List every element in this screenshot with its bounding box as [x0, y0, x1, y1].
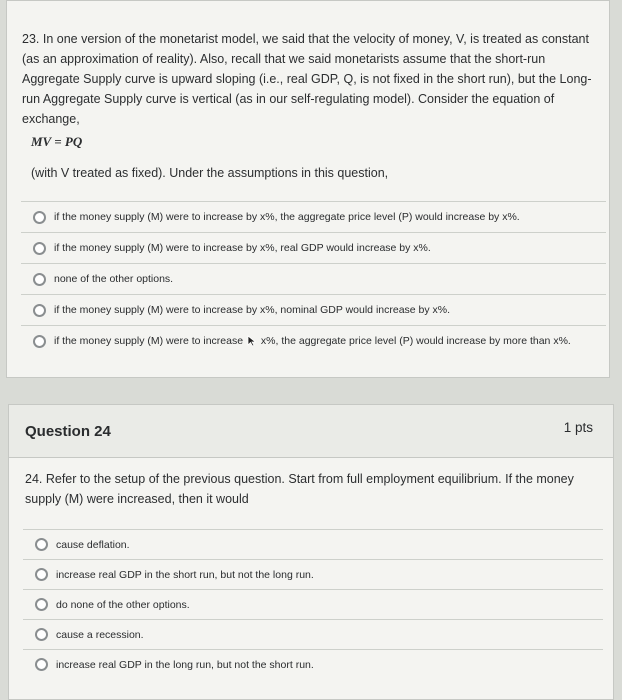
answer-option[interactable]: [21, 263, 606, 294]
answer-option-label: if the money supply (M) were to increase by x%, real GDP would increase by x%.: [54, 242, 431, 254]
equation-of-exchange: MV = PQ: [31, 134, 83, 149]
question-24-options: [23, 529, 603, 679]
answer-option-label: cause a recession.: [56, 628, 144, 641]
radio-button[interactable]: [33, 335, 46, 348]
answer-option-label: none of the other options.: [54, 273, 174, 285]
radio-button[interactable]: [33, 242, 46, 255]
answer-option-label: if the money supply (M) were to increase by x%, the aggregate price level (P) would increase by x%.: [54, 211, 520, 223]
question-23-options: [21, 201, 606, 356]
answer-option-text-start: if the money supply (M) were to increase: [54, 334, 246, 347]
answer-option[interactable]: [23, 559, 603, 589]
radio-button[interactable]: [33, 273, 46, 286]
radio-button[interactable]: [35, 658, 48, 671]
radio-button[interactable]: [33, 304, 46, 317]
answer-option-label: increase real GDP in the short run, but not the long run.: [56, 568, 314, 581]
answer-option[interactable]: [23, 649, 603, 679]
question-points: 1 pts: [563, 420, 593, 435]
question-23-text: 23. In one version of the monetarist model, we said that the velocity of money, V, is treated as constant (as an approximation of reality). Also, recall that we said monetarists assume that the short-run Aggregate Supply curve is upward sloping (i.e., real GDP, Q, is not fixed in the short run), but the Long-run Aggregate Supply curve is vertical (as in our self-regulating model). Consider the equation of exchange,: [22, 32, 592, 126]
radio-button[interactable]: [33, 211, 46, 224]
answer-option-text-end: x%, the aggregate price level (P) would increase by more than x%.: [258, 334, 571, 347]
answer-option[interactable]: [21, 201, 606, 232]
mouse-pointer-icon: [247, 335, 257, 347]
question-23-assumption: (with V treated as fixed). Under the assumptions in this question,: [31, 166, 389, 180]
radio-button[interactable]: [35, 568, 48, 581]
question-24-card: [8, 404, 614, 700]
answer-option[interactable]: [23, 619, 603, 649]
question-23-card: [6, 0, 610, 378]
answer-option[interactable]: [23, 529, 603, 559]
answer-option[interactable]: [23, 589, 603, 619]
answer-option-label: [54, 335, 571, 347]
answer-option-label: cause deflation.: [56, 538, 130, 551]
answer-option-label: increase real GDP in the long run, but not the short run.: [56, 658, 314, 671]
question-title: Question 24: [25, 423, 111, 440]
question-24-text: 24. Refer to the setup of the previous question. Start from full employment equilibrium. If the money supply (M) were increased, then it would: [25, 472, 574, 506]
answer-option[interactable]: [21, 232, 606, 263]
answer-option[interactable]: [21, 325, 606, 356]
radio-button[interactable]: [35, 628, 48, 641]
question-24-header: [9, 405, 613, 458]
radio-button[interactable]: [35, 598, 48, 611]
answer-option[interactable]: [21, 294, 606, 325]
answer-option-label: if the money supply (M) were to increase by x%, nominal GDP would increase by x%.: [54, 304, 451, 316]
radio-button[interactable]: [35, 538, 48, 551]
answer-option-label: do none of the other options.: [56, 598, 190, 611]
